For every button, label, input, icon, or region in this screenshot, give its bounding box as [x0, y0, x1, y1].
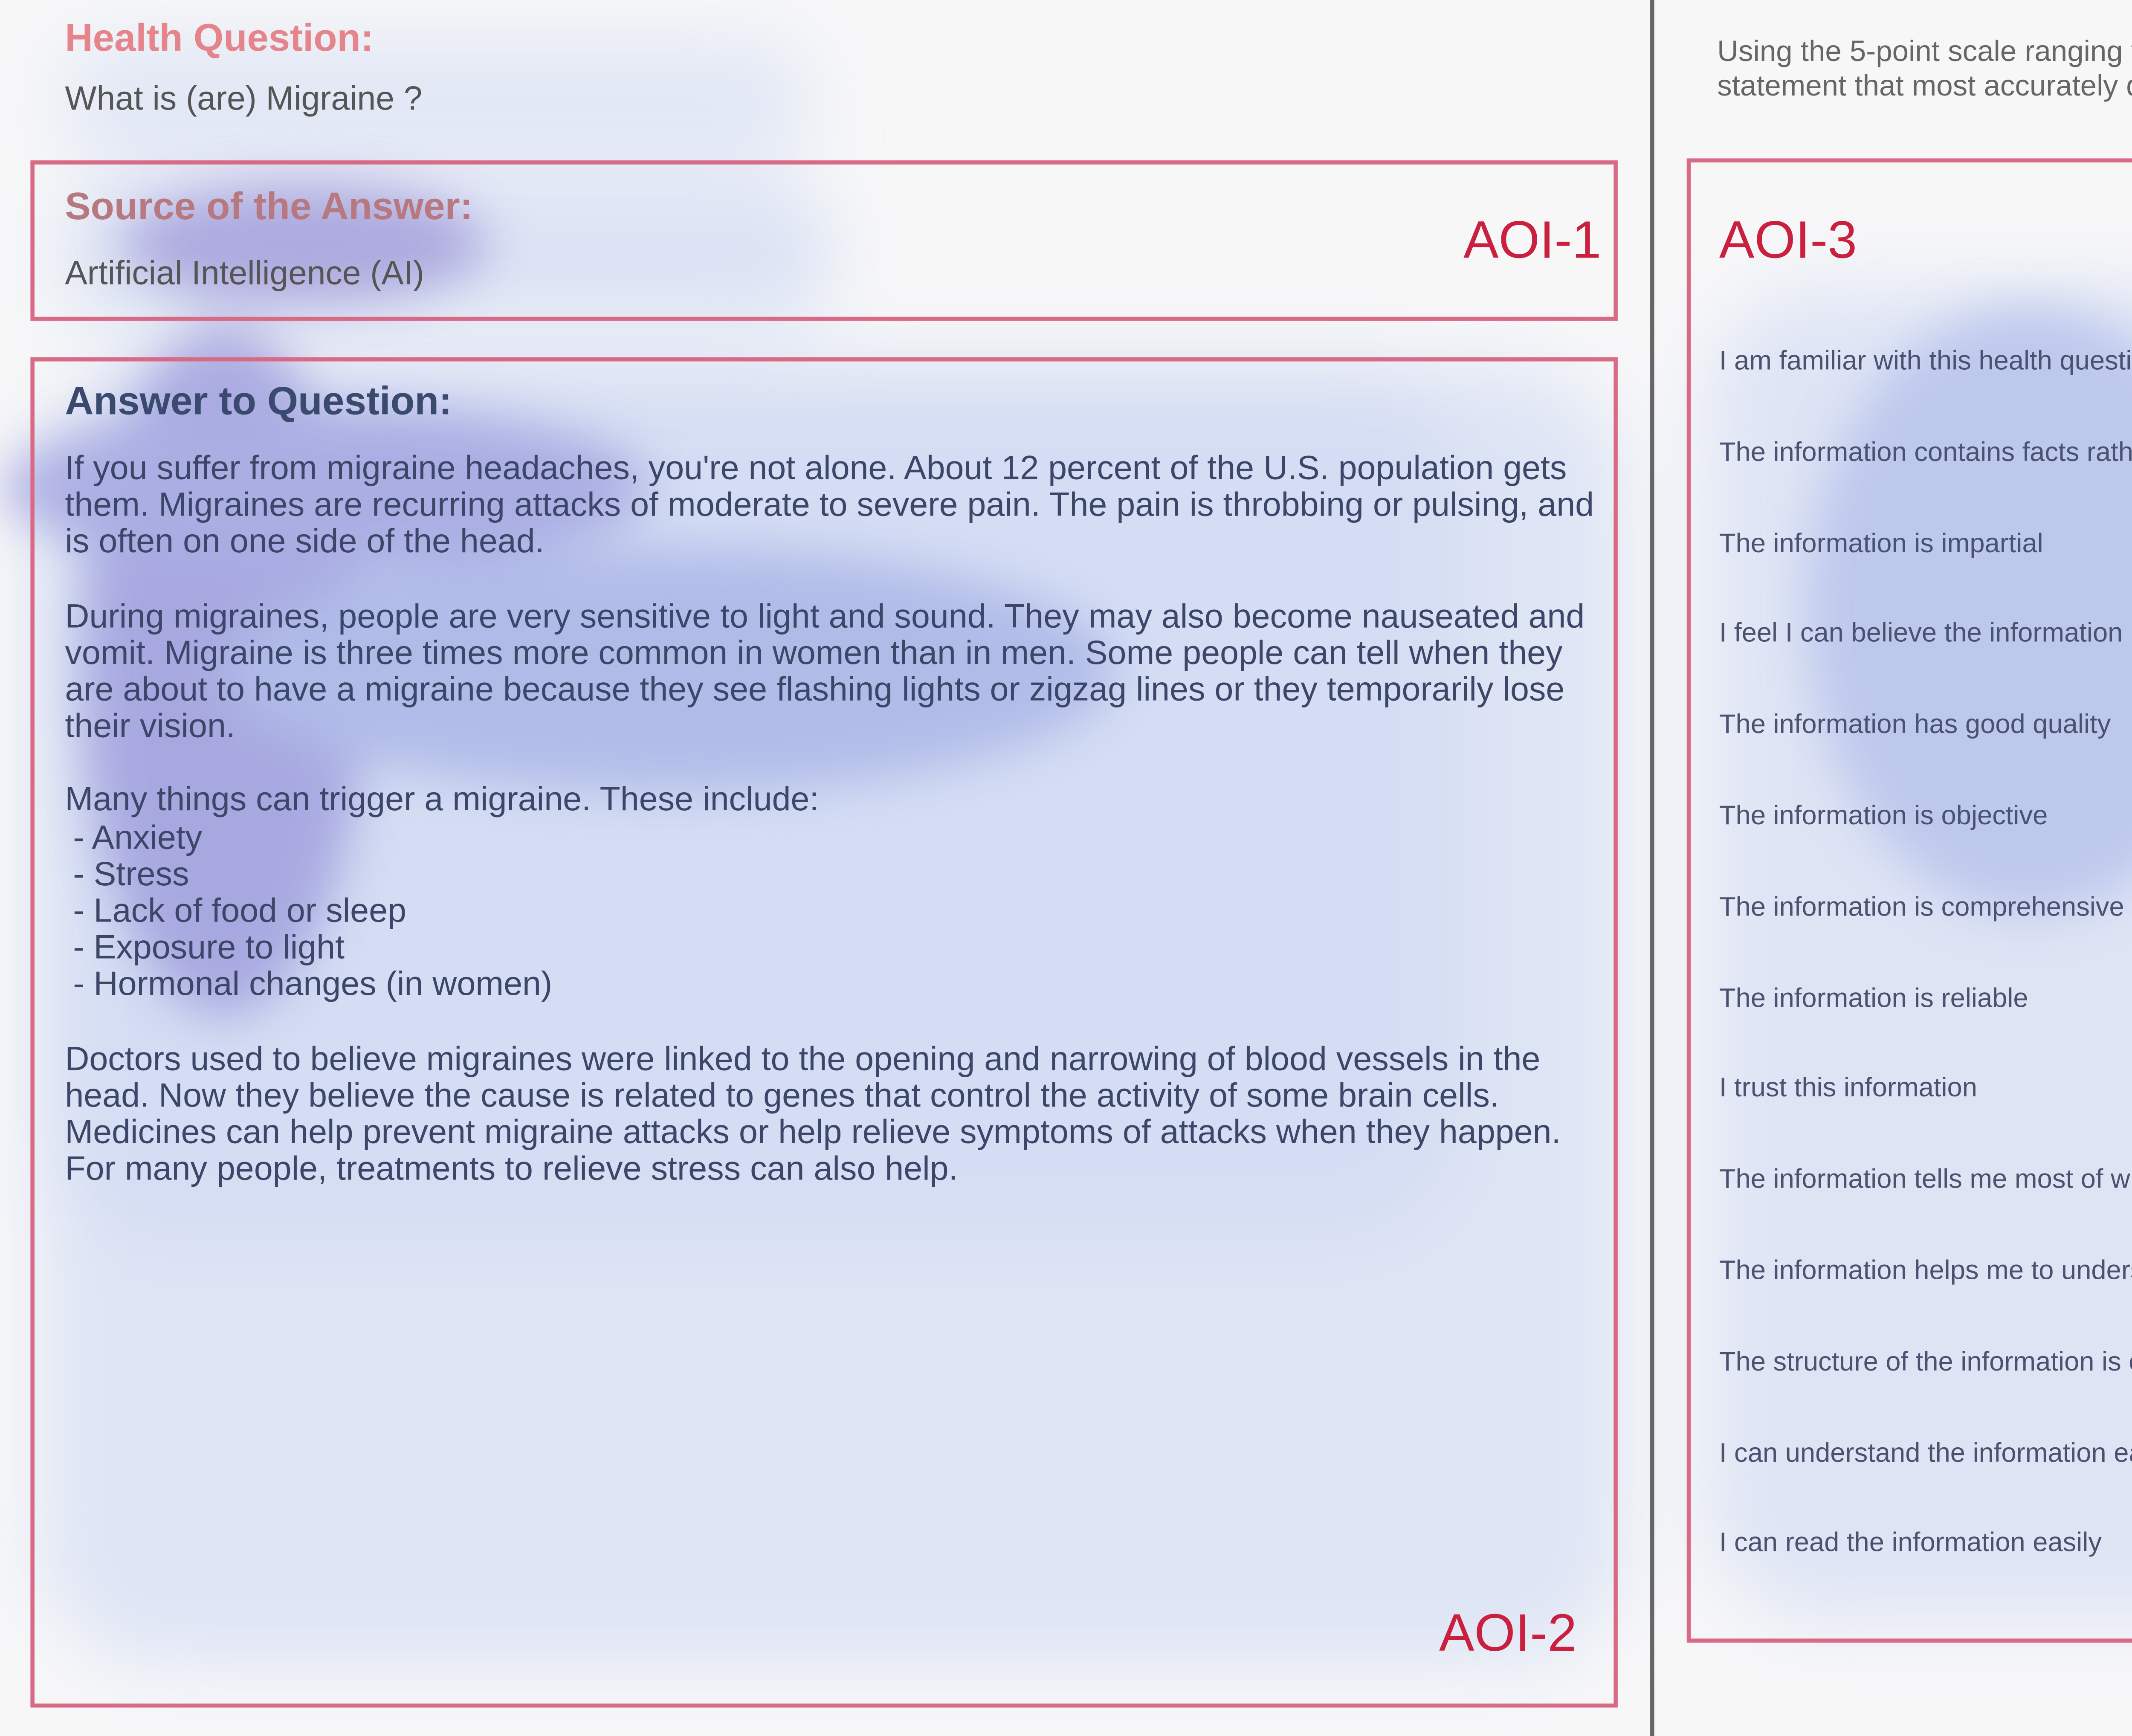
health-question-title: Health Question:: [65, 18, 374, 63]
answer-paragraph: Doctors used to believe migraines were linked to the opening and narrowing of blood vessels in the head. Now they believe the cause is related to genes that control the activity of some brain cells. Medicines can help prevent migraine attacks or help relieve symptoms of attacks when they happen. For many people, treatments to relieve stress can also help.: [65, 1041, 1608, 1189]
survey-statement: The structure of the information is: [1719, 1346, 2132, 1376]
survey-statement: The information has good quality: [1719, 709, 2111, 739]
survey-statement: The information is reliable: [1719, 982, 2028, 1012]
list-item: - Lack of food or sleep: [65, 893, 1608, 930]
aoi-2-label: AOI-2: [1439, 1602, 1577, 1665]
list-item: - Exposure to light: [65, 930, 1608, 968]
survey-statement: The information contains facts rath: [1719, 436, 2132, 467]
survey-statement: I trust this information: [1719, 1073, 1977, 1103]
survey-statement: The information is comprehensive: [1719, 891, 2124, 921]
survey-statement: The information helps me to under: [1719, 1255, 2132, 1285]
survey-statement: I feel I can believe the information: [1719, 618, 2123, 648]
answer-source-text: Artificial Intelligence (AI): [65, 256, 424, 294]
answer-source-title: Source of the Answer:: [65, 187, 473, 232]
survey-instructions: Using the 5-point scale ranging statement that most accurately: [1717, 37, 2132, 106]
list-item: - Hormonal changes (in women): [65, 968, 1608, 1005]
survey-statement: I can read the information easily: [1719, 1527, 2102, 1558]
answer-paragraph: Many things can trigger a migraine. These include:: [65, 783, 1608, 820]
list-item: - Stress: [65, 856, 1608, 893]
survey-statement: I can understand the information e: [1719, 1437, 2132, 1467]
aoi-3-label: AOI-3: [1719, 209, 1857, 272]
survey-statement: The information is impartial: [1719, 527, 2043, 557]
survey-statement: The information is objective: [1719, 800, 2048, 830]
health-question-text: What is (are) Migraine ?: [65, 81, 422, 119]
answer-paragraph: If you suffer from migraine headaches, you're not alone. About 12 percent of the U.S. population gets them. Migraines are recurring attacks of moderate to severe pain. The pain is throbbing or pulsing, and is often on one side of the head.: [65, 451, 1608, 562]
survey-statement: The information tells me most of w: [1719, 1164, 2132, 1194]
answer-paragraph: During migraines, people are very sensitive to light and sound. They may also become nauseated and vomit. Migraine is three times more common in women than in men. Some people can tell when they are about to have a migraine because they see flashing lights or zigzag lines or they temporarily lose their vision.: [65, 598, 1608, 746]
answer-title: Answer to Question:: [65, 380, 452, 426]
list-item: - Anxiety: [65, 820, 1608, 857]
aoi-1-label: AOI-1: [1463, 209, 1601, 272]
survey-statement: I am familiar with this health question: [1719, 345, 2132, 375]
